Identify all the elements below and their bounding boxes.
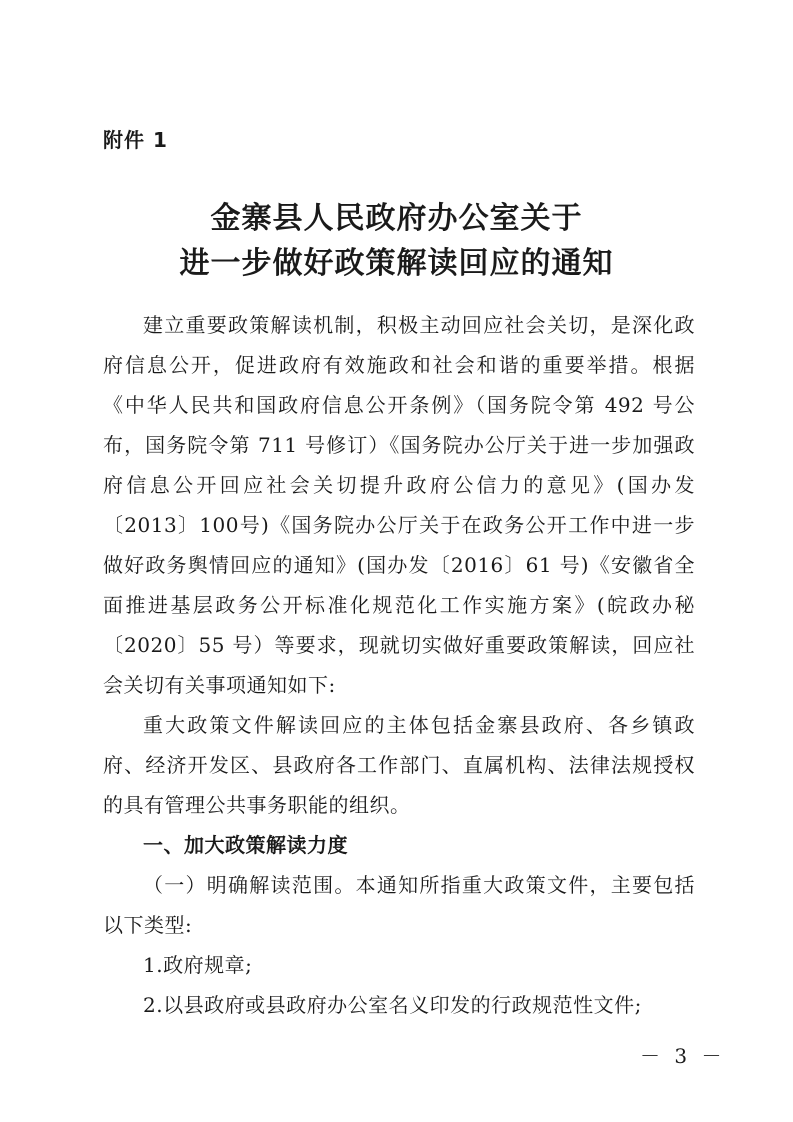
attachment-label: 附件 1 bbox=[103, 128, 168, 152]
list-item: 1.政府规章; bbox=[143, 953, 253, 977]
section-heading: 一、加大政策解读力度 bbox=[143, 833, 348, 857]
document-title-line-2: 进一步做好政策解读回应的通知 bbox=[179, 246, 614, 281]
document-title-line-1: 金寨县人民政府办公室关于 bbox=[210, 201, 583, 236]
list-item: 2.以县政府或县政府办公室名义印发的行政规范性文件; bbox=[143, 993, 642, 1017]
paragraph-intro: 建立重要政策解读机制，积极主动回应社会关切，是深化政府信息公开，促进政府有效施政和社会和谐的重要举措。根据《中华人民共和国政府信息公开条例》（国务院令第 492 号公布，国务院令第 711 号修订）《国务院办公厅关于进一步加强政府信息公开回应社会关切提升政府公信力的意见》(国办发〔2013〕100号)《国务院办公厅关于在政务公开工作中进一步做好政务舆情回应的通知》(国办发〔2016〕61 号)《安徽省全面推进基层政务公开标准化规范化工作实施方案》(皖政办秘〔2020〕55 号）等要求，现就切实做好重要政策解读，回应社会关切有关事项通知如下: bbox=[103, 313, 695, 697]
document-body bbox=[103, 305, 695, 1025]
paragraph-scope: （一）明确解读范围。本通知所指重大政策文件，主要包括以下类型: bbox=[103, 873, 695, 937]
page-number: － 3 － bbox=[640, 1044, 726, 1068]
paragraph-subjects: 重大政策文件解读回应的主体包括金寨县政府、各乡镇政府、经济开发区、县政府各工作部门、直属机构、法律法规授权的具有管理公共事务职能的组织。 bbox=[103, 713, 695, 817]
